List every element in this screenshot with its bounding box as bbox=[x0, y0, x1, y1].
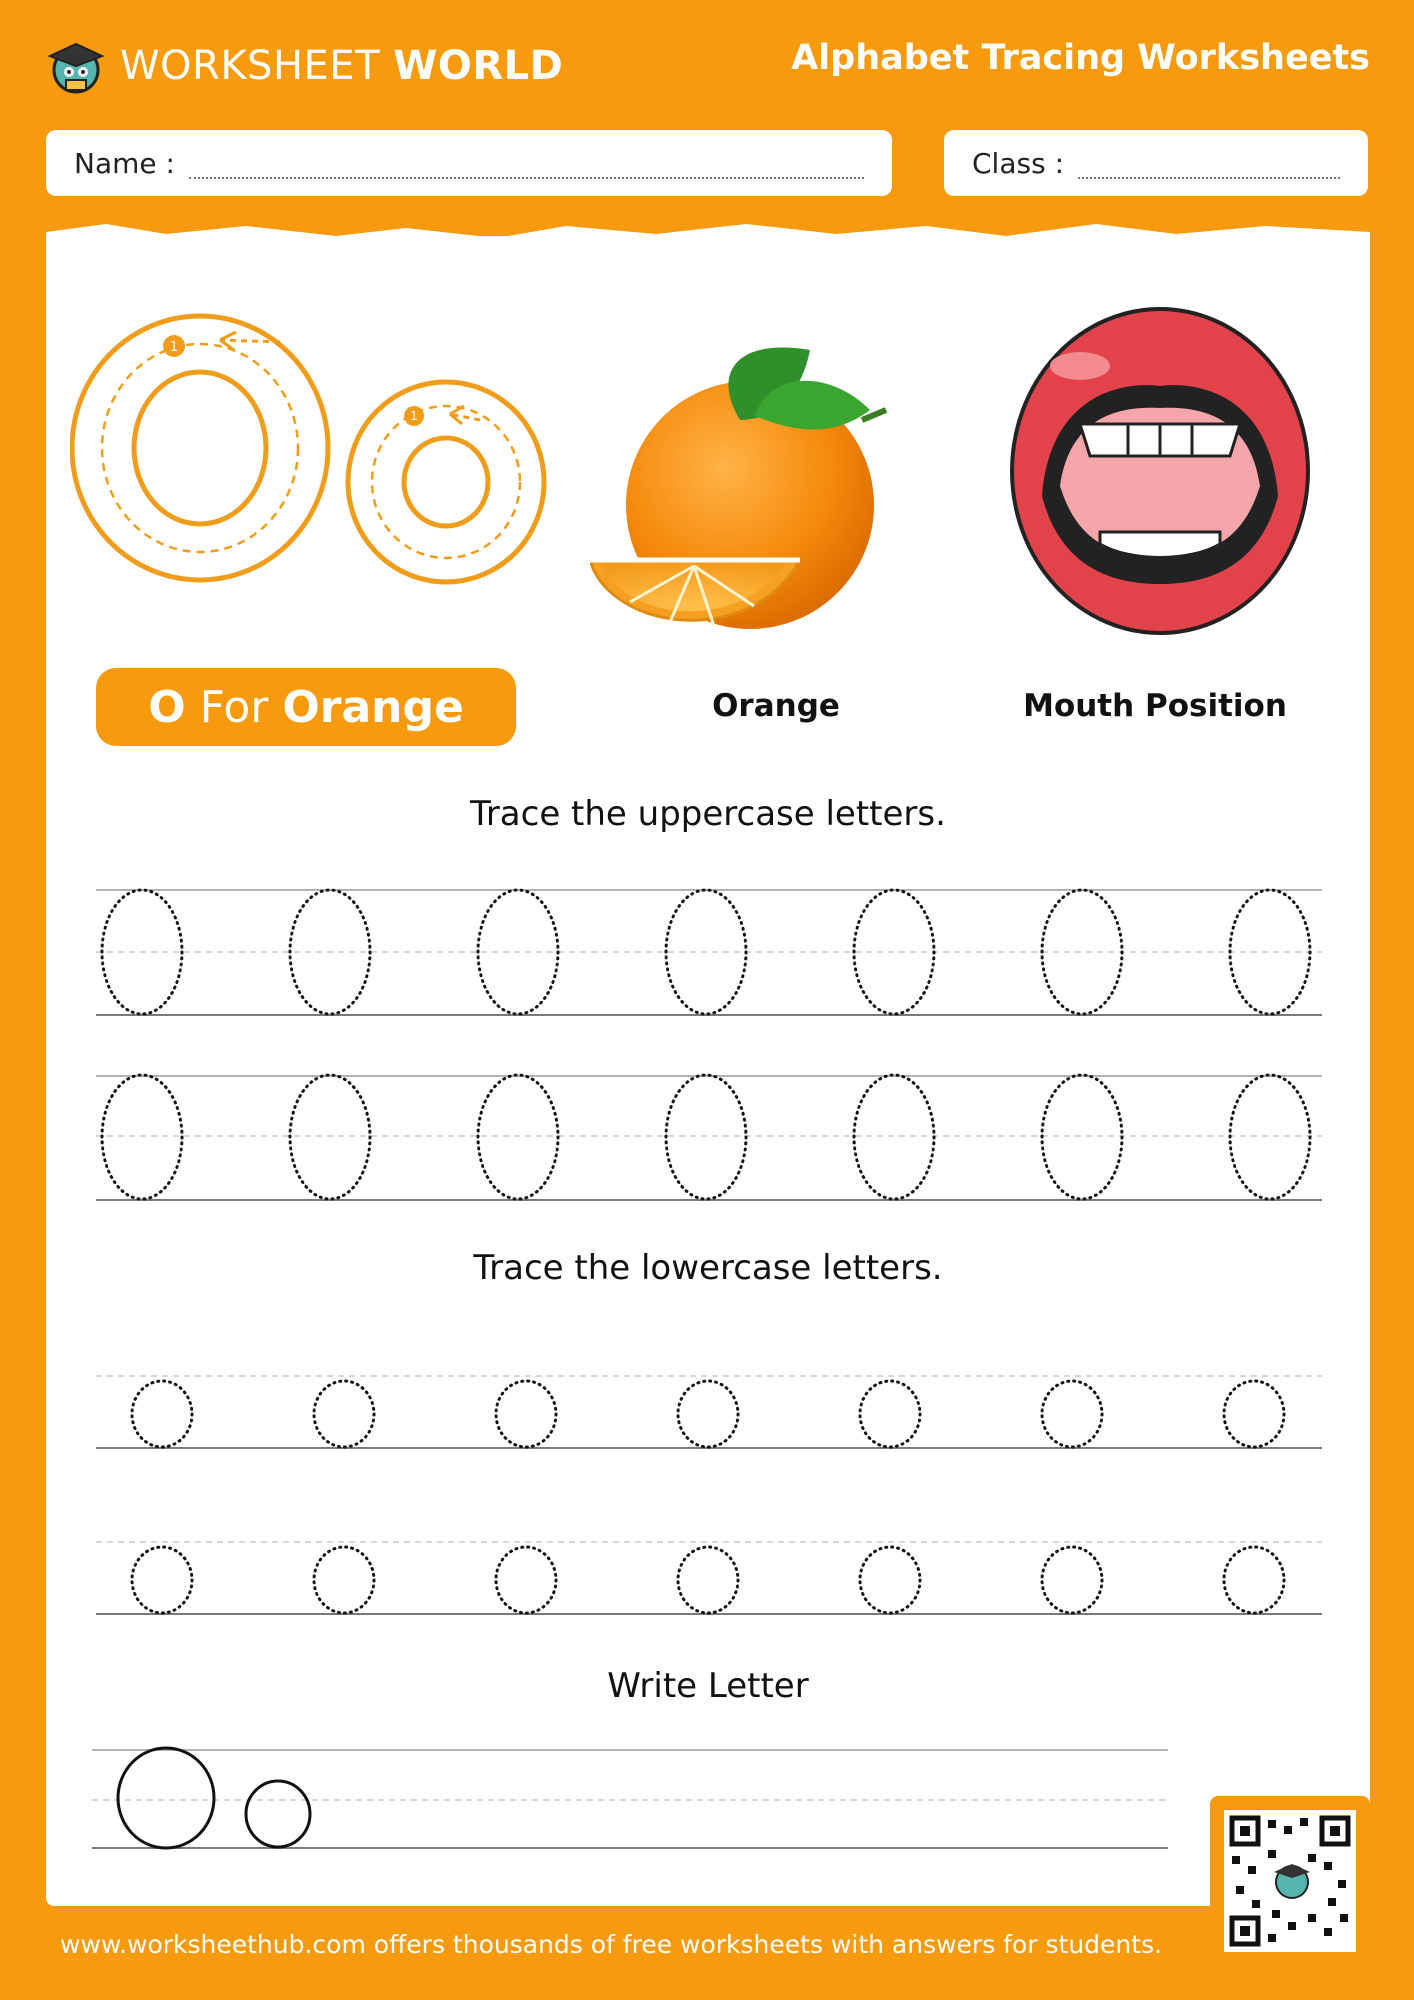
page-title: Alphabet Tracing Worksheets bbox=[791, 38, 1370, 78]
class-write-line[interactable] bbox=[1078, 157, 1340, 179]
qr-code-frame bbox=[1210, 1796, 1370, 1966]
mascot-logo-icon bbox=[44, 34, 108, 98]
torn-paper-edge bbox=[46, 222, 1370, 262]
uppercase-row-2[interactable] bbox=[96, 1075, 1322, 1200]
badge-for: For bbox=[199, 681, 269, 733]
lowercase-row-2[interactable] bbox=[96, 1542, 1322, 1614]
letter-word-badge bbox=[96, 668, 516, 746]
lowercase-section-title: Trace the lowercase letters. bbox=[473, 1248, 943, 1288]
picture-caption: Orange bbox=[712, 688, 840, 724]
lowercase-row-1[interactable] bbox=[96, 1376, 1322, 1448]
footer-description: offers thousands of free worksheets with answers for students. bbox=[365, 1930, 1163, 1959]
example-uppercase-o bbox=[118, 1748, 214, 1848]
example-lowercase-o bbox=[246, 1781, 310, 1847]
class-field[interactable] bbox=[944, 130, 1368, 196]
lowercase-tracing-area[interactable] bbox=[96, 1360, 1322, 1620]
class-label: Class : bbox=[972, 146, 1064, 180]
orange-fruit-icon bbox=[590, 330, 910, 660]
badge-letter: O bbox=[148, 681, 186, 733]
write-section-title: Write Letter bbox=[607, 1666, 809, 1706]
badge-word: Orange bbox=[282, 681, 464, 733]
write-letter-row[interactable] bbox=[92, 1740, 1172, 1860]
name-field[interactable] bbox=[46, 130, 892, 196]
footer-site-link[interactable]: www.worksheethub.com bbox=[60, 1930, 366, 1959]
name-write-line[interactable] bbox=[189, 157, 864, 179]
mouth-caption: Mouth Position bbox=[1023, 688, 1287, 724]
uppercase-tracing-area[interactable] bbox=[96, 880, 1322, 1220]
uppercase-section-title: Trace the uppercase letters. bbox=[470, 794, 946, 834]
stroke-number-upper: 1 bbox=[169, 340, 179, 355]
footer-text bbox=[60, 1930, 1162, 1959]
qr-code-icon[interactable] bbox=[1224, 1810, 1356, 1952]
mouth-icon bbox=[1010, 306, 1310, 646]
stroke-number-lower: 1 bbox=[410, 409, 418, 423]
brand-logo bbox=[44, 26, 563, 106]
logo-text: WORKSHEET WORLD bbox=[120, 43, 564, 89]
letter-stroke-guide bbox=[70, 310, 550, 590]
name-label: Name : bbox=[74, 146, 175, 180]
uppercase-row-1[interactable] bbox=[96, 890, 1322, 1015]
